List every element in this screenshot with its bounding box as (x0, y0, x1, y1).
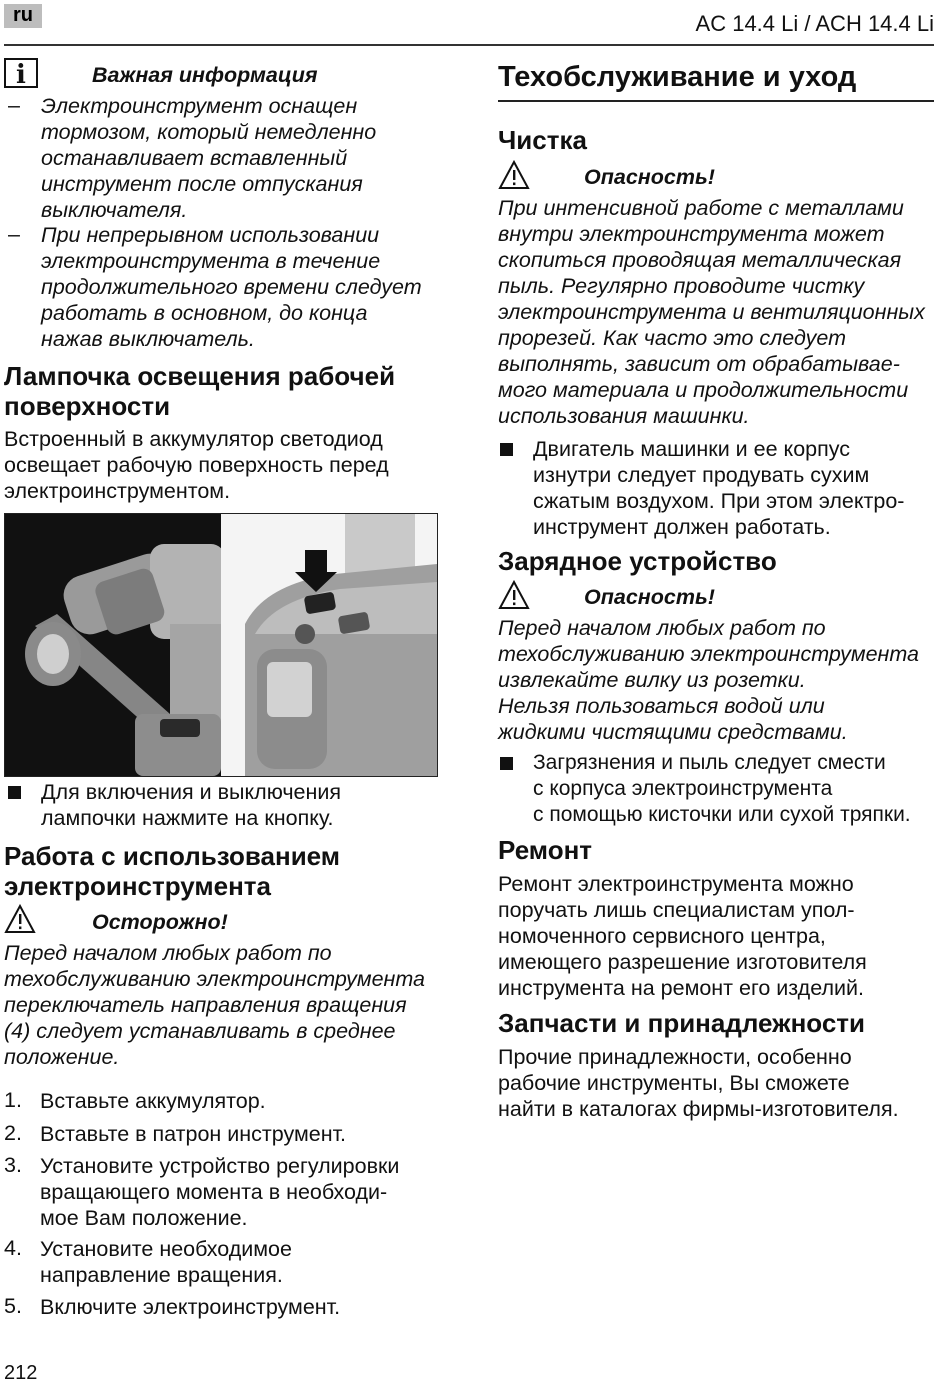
step-text: Установите устройство регулировки вращающего момента в необходи- мое Вам положение. (40, 1154, 400, 1230)
drill-led-photo (4, 513, 438, 777)
work-heading: Работа с использованием электроинструмента (4, 841, 341, 901)
lamp-heading: Лампочка освещения рабочей поверхности (4, 361, 396, 421)
language-badge: ru (4, 4, 42, 28)
step-text: Вставьте аккумулятор. (40, 1089, 266, 1113)
warning-triangle-icon (4, 904, 36, 934)
charger-danger-label: Опасность! (584, 585, 715, 609)
info-item-1: Электроинструмент оснащен тормозом, который немедленно останавливает вставленный инструмент после отпускания выключателя. (41, 94, 377, 222)
warning-triangle-icon (498, 580, 530, 610)
cleaning-bullet: Двигатель машинки и ее корпус изнутри следует продувать сухим сжатым воздухом. При этом электро- инструмент должен работать. (533, 437, 905, 539)
parts-heading: Запчасти и принадлежности (498, 1008, 865, 1038)
dash-icon: – (8, 93, 20, 117)
caution-text: Перед началом любых работ по техобслуживанию электроинструмента переключатель направления вращения (4) следует устанавливать в среднее положение. (4, 941, 426, 1069)
maintenance-heading: Техобслуживание и уход (498, 61, 857, 93)
step-number: 2. (4, 1121, 22, 1145)
step-text: Вставьте в патрон инструмент. (40, 1122, 347, 1146)
repair-heading: Ремонт (498, 835, 593, 865)
danger-label: Опасность! (584, 165, 715, 189)
info-title: Важная информация (92, 63, 318, 87)
repair-text: Ремонт электроинструмента можно поручать лишь специалистам упол- номоченного сервисного центра, имеющего разрешение изготовителя инструмента на ремонт его изделий. (498, 872, 867, 1000)
step-number: 3. (4, 1153, 22, 1177)
cleaning-heading: Чистка (498, 125, 587, 155)
heading-rule (498, 100, 934, 102)
charger-warning: Перед началом любых работ по техобслуживанию электроинструмента извлекайте вилку из розетки. Нельзя пользоваться водой или жидкими чистящими средствами. (498, 616, 920, 744)
dash-icon: – (8, 222, 20, 246)
header-divider (4, 44, 934, 46)
warning-triangle-icon (498, 160, 530, 190)
page-number: 212 (4, 1362, 38, 1384)
lamp-bullet: Для включения и выключения лампочки нажмите на кнопку. (41, 780, 342, 830)
model-title: AC 14.4 Li / ACH 14.4 Li (695, 11, 934, 36)
lamp-text: Встроенный в аккумулятор светодиод освещает рабочую поверхность перед электроинструментом. (4, 427, 389, 503)
charger-bullet: Загрязнения и пыль следует смести с корпуса электроинструмента с помощью кисточки или сухой тряпки. (533, 751, 911, 826)
step-text: Установите необходимое направление вращения. (40, 1237, 292, 1287)
step-number: 4. (4, 1236, 22, 1260)
step-number: 5. (4, 1294, 22, 1318)
cleaning-warning: При интенсивной работе с металлами внутри электроинструмента может скопиться проводящая металлическая пыль. Регулярно проводите чистку электроинструмента и вентиляционных прорезей. Как часто это следует выполнять, зависит от обрабатывае- мого материала и продолжительности использования машинки. (498, 196, 925, 428)
caution-label: Осторожно! (92, 910, 228, 934)
square-bullet-icon (500, 443, 513, 456)
charger-heading: Зарядное устройство (498, 546, 777, 576)
step-number: 1. (4, 1088, 22, 1112)
info-item-2: При непрерывном использовании электроинструмента в течение продолжительного времени следует работать в основном, до конца нажав выключатель. (41, 223, 422, 351)
step-text: Включите электроинструмент. (40, 1295, 341, 1319)
info-icon (4, 58, 38, 88)
parts-text: Прочие принадлежности, особенно рабочие инструменты, Вы сможете найти в каталогах фирмы-изготовителя. (498, 1045, 899, 1121)
svg-text:i: i (16, 60, 26, 88)
square-bullet-icon (8, 786, 21, 799)
square-bullet-icon (500, 757, 513, 770)
